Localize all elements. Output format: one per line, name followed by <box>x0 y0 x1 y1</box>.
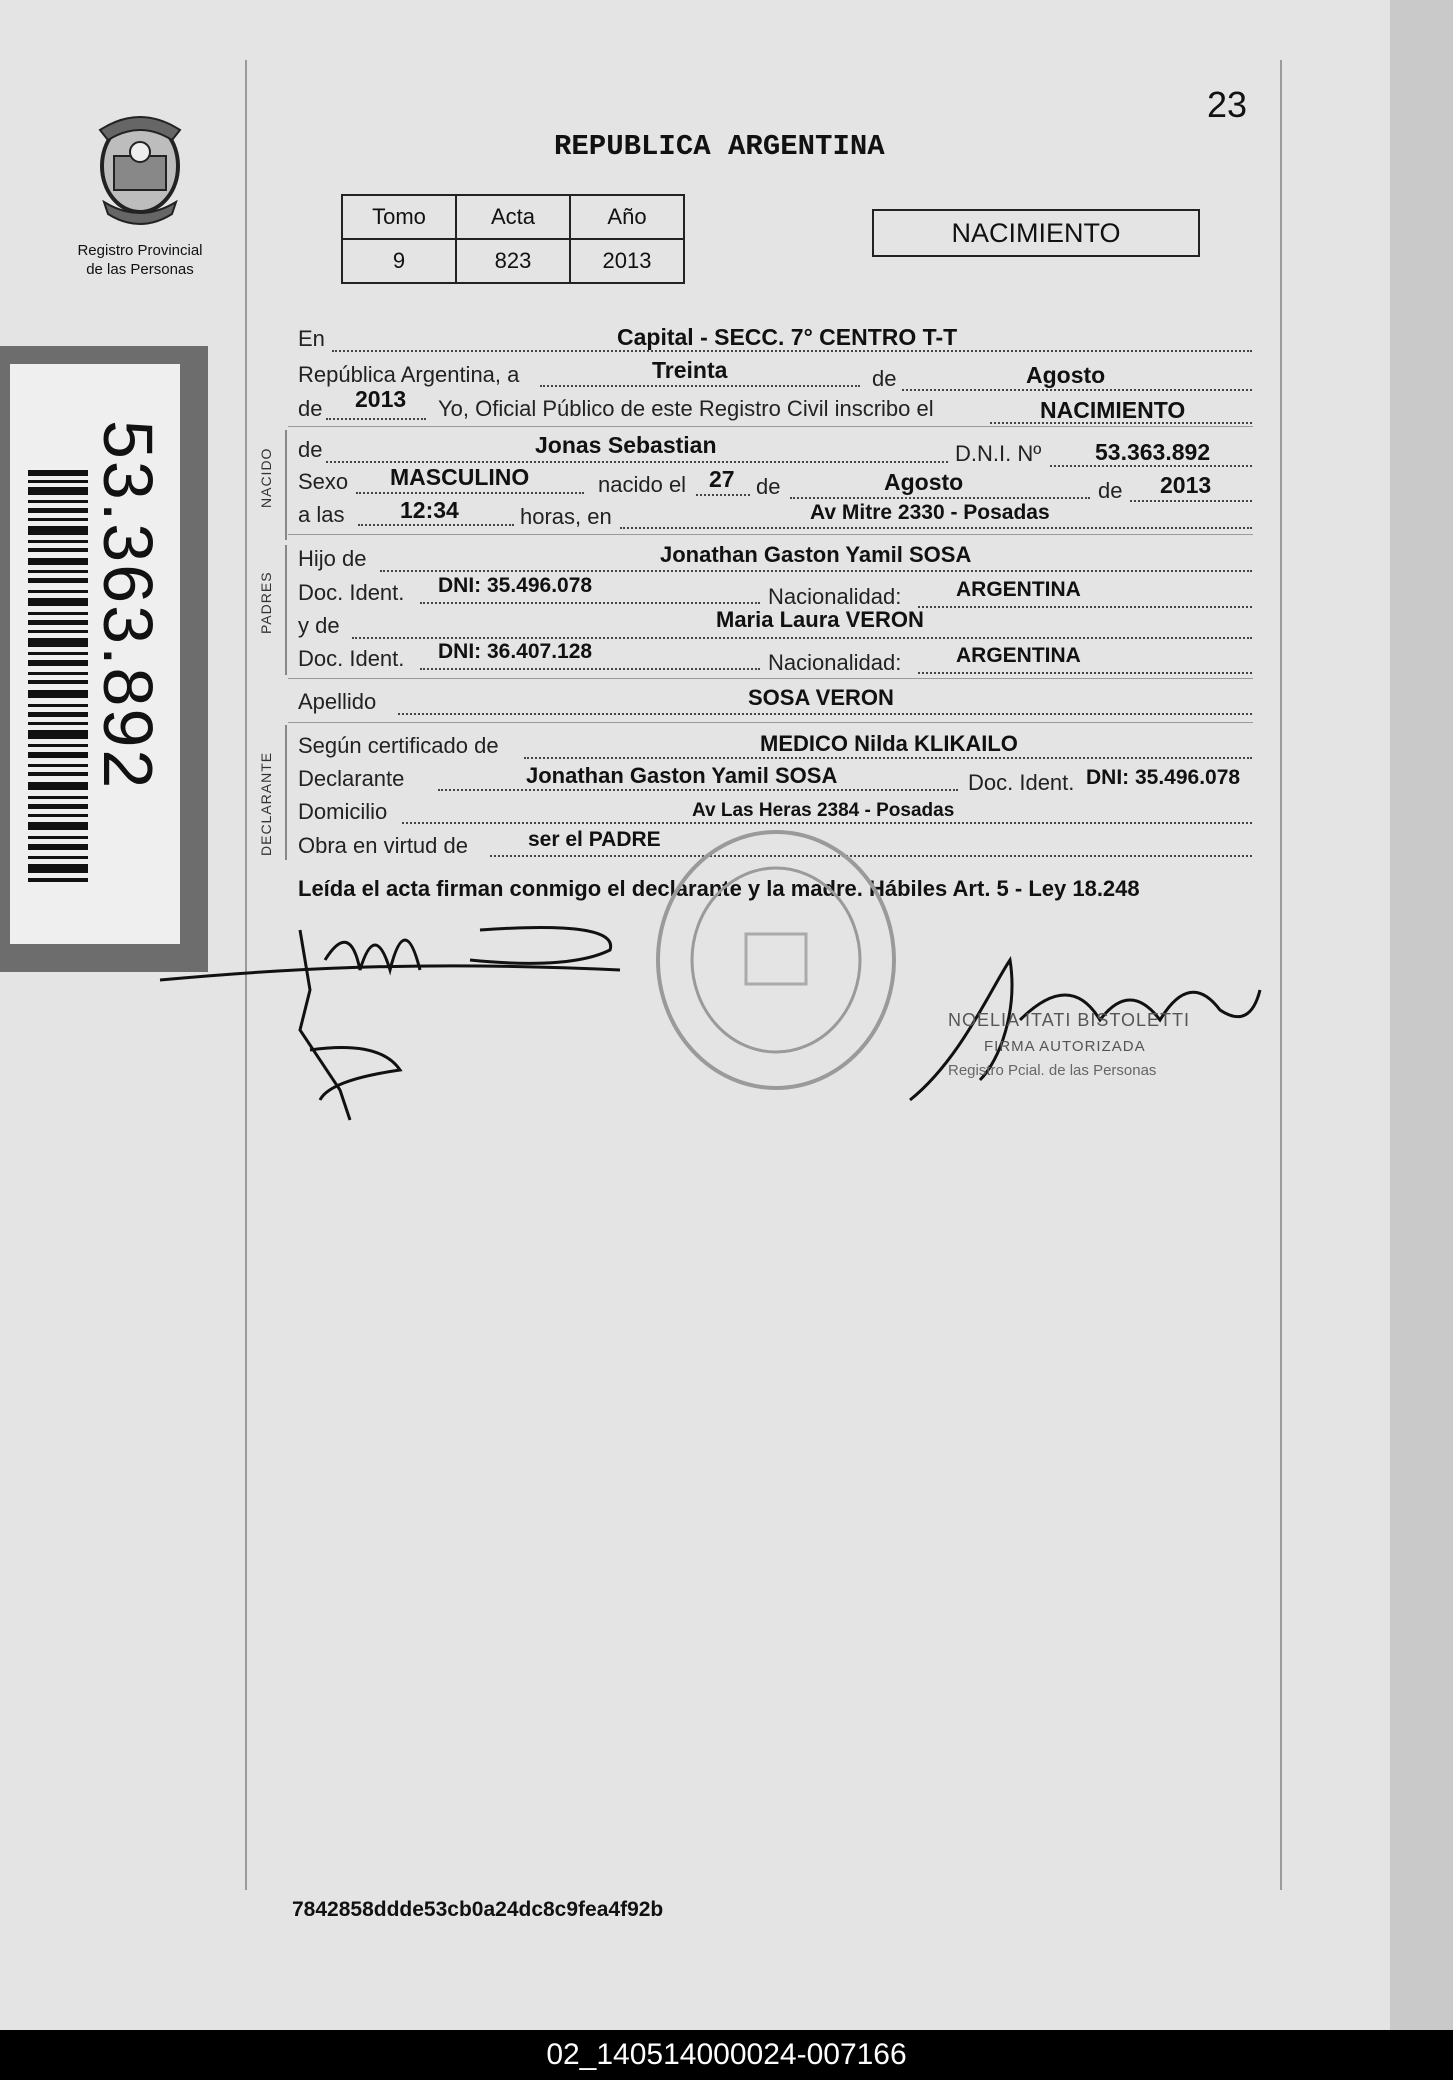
padre-nac-dots <box>918 606 1252 608</box>
registry-stamp-icon <box>648 822 904 1098</box>
nac-mes-value: Agosto <box>884 469 964 495</box>
obra-label: Obra en virtud de <box>298 833 468 858</box>
de-label-4: de <box>756 474 781 499</box>
nac-dia-value: 27 <box>709 466 735 492</box>
nombre-value: Jonas Sebastian <box>535 432 717 458</box>
registry-name-line2: de las Personas <box>86 261 194 278</box>
nacido-el-label: nacido el <box>598 472 687 497</box>
de-label-1: de <box>872 366 897 391</box>
domicilio-label: Domicilio <box>298 799 388 824</box>
acta-header: Acta <box>456 195 570 239</box>
nombre-dots <box>326 461 948 463</box>
de-label-5: de <box>1098 478 1123 503</box>
document-hash: 7842858ddde53cb0a24dc8c9fea4f92b <box>292 1898 664 1921</box>
declarant-signature-icon <box>150 900 630 1130</box>
padre-dots <box>380 570 1252 572</box>
padre-value: Jonathan Gaston Yamil SOSA <box>660 542 972 567</box>
stamp-registry: Registro Pcial. de las Personas <box>948 1062 1157 1079</box>
declarante-dni-value: DNI: 35.496.078 <box>1086 766 1241 789</box>
section-divider-3 <box>288 678 1253 679</box>
nac-dia-dots <box>696 494 750 496</box>
doc-type-box: NACIMIENTO <box>872 209 1200 257</box>
y-de-label: y de <box>298 613 340 638</box>
madre-doc-label: Doc. Ident. <box>298 646 405 671</box>
padre-nac-value: ARGENTINA <box>956 578 1081 601</box>
oficial-text: Yo, Oficial Público de este Registro Civil inscribo el <box>438 396 934 421</box>
country-title: REPUBLICA ARGENTINA <box>554 130 885 163</box>
declarante-bracket <box>285 725 287 860</box>
declarante-doc-label: Doc. Ident. <box>968 770 1075 795</box>
nac-anio-value: 2013 <box>1160 472 1212 498</box>
dia-dots <box>540 385 860 387</box>
sexo-dots <box>356 492 584 494</box>
de-label-3: de <box>298 437 323 462</box>
inscribo-value: NACIMIENTO <box>1040 397 1186 423</box>
padre-doc-dots <box>420 602 760 604</box>
side-label-padres: PADRES <box>258 571 274 634</box>
apellido-dots <box>398 713 1252 715</box>
nac-mes-dots <box>790 497 1090 499</box>
province-seal-icon <box>80 104 200 236</box>
registry-name-line1: Registro Provincial <box>77 242 203 259</box>
acta-value: 823 <box>456 239 570 283</box>
anio-header: Año <box>570 195 684 239</box>
madre-doc-dots <box>420 668 760 670</box>
anio-value: 2013 <box>570 239 684 283</box>
madre-dots <box>352 637 1252 639</box>
dni-value: 53.363.892 <box>1095 439 1211 465</box>
hora-value: 12:34 <box>400 497 459 523</box>
madre-nac-dots <box>918 672 1252 674</box>
padres-bracket <box>285 545 287 675</box>
barcode-number: 53.363.892 <box>89 420 167 791</box>
right-margin-line <box>1280 60 1282 1890</box>
nac-anio-dots <box>1130 500 1252 502</box>
tomo-header: Tomo <box>342 195 456 239</box>
hora-dots <box>358 524 514 526</box>
certificado-dots <box>524 757 1252 759</box>
page-number: 23 <box>1207 84 1248 125</box>
domicilio-value: Av Las Heras 2384 - Posadas <box>692 800 955 821</box>
padre-nac-label: Nacionalidad: <box>768 584 902 609</box>
tomo-value: 9 <box>342 239 456 283</box>
lugar-dots <box>620 527 1252 529</box>
nacido-bracket <box>285 430 287 540</box>
certificado-label: Según certificado de <box>298 733 499 758</box>
dni-label: D.N.I. Nº <box>955 441 1042 466</box>
declarante-dots <box>438 789 958 791</box>
apellido-label: Apellido <box>298 689 377 714</box>
declarante-label: Declarante <box>298 766 405 791</box>
sexo-value: MASCULINO <box>390 464 530 490</box>
closing-statement: Leída el acta firman conmigo el declarante y la madre. Hábiles Art. 5 - Ley 18.248 <box>298 876 1140 901</box>
scan-edge <box>1390 0 1453 2030</box>
lugar-value: Av Mitre 2330 - Posadas <box>810 501 1050 524</box>
side-label-declarante: DECLARANTE <box>258 751 274 856</box>
section-divider-2 <box>288 534 1253 535</box>
sexo-label: Sexo <box>298 469 349 494</box>
stamp-authorized: FIRMA AUTORIZADA <box>984 1038 1146 1055</box>
mes-value: Agosto <box>1026 362 1106 388</box>
section-divider-4 <box>288 722 1253 723</box>
madre-value: Maria Laura VERON <box>716 607 924 632</box>
de-label-2: de <box>298 396 323 421</box>
hijo-de-label: Hijo de <box>298 546 367 571</box>
anio-dots <box>326 418 426 420</box>
certificado-value: MEDICO Nilda KLIKAILO <box>760 731 1018 756</box>
obra-value: ser el PADRE <box>528 828 661 851</box>
padre-dni-value: DNI: 35.496.078 <box>438 574 593 597</box>
side-label-nacido: NACIDO <box>258 447 274 508</box>
anio-value: 2013 <box>355 386 407 412</box>
section-divider-1 <box>288 426 1253 427</box>
en-label: En <box>298 326 325 351</box>
republica-label: República Argentina, a <box>298 362 520 387</box>
madre-nac-label: Nacionalidad: <box>768 650 902 675</box>
apellido-value: SOSA VERON <box>748 685 894 710</box>
madre-dni-value: DNI: 36.407.128 <box>438 640 593 663</box>
scan-footer: 02_140514000024-007166 <box>0 2030 1453 2080</box>
stamp-official-name: NOELIA ITATI BISTOLETTI <box>948 1010 1191 1030</box>
padre-doc-label: Doc. Ident. <box>298 580 405 605</box>
mes-dots <box>902 389 1252 391</box>
declarante-value: Jonathan Gaston Yamil SOSA <box>526 763 838 788</box>
en-value: Capital - SECC. 7° CENTRO T-T <box>617 324 958 350</box>
madre-nac-value: ARGENTINA <box>956 644 1081 667</box>
horas-en-label: horas, en <box>520 504 612 529</box>
dia-value: Treinta <box>652 357 728 383</box>
alas-label: a las <box>298 502 345 527</box>
ref-table <box>341 194 685 284</box>
